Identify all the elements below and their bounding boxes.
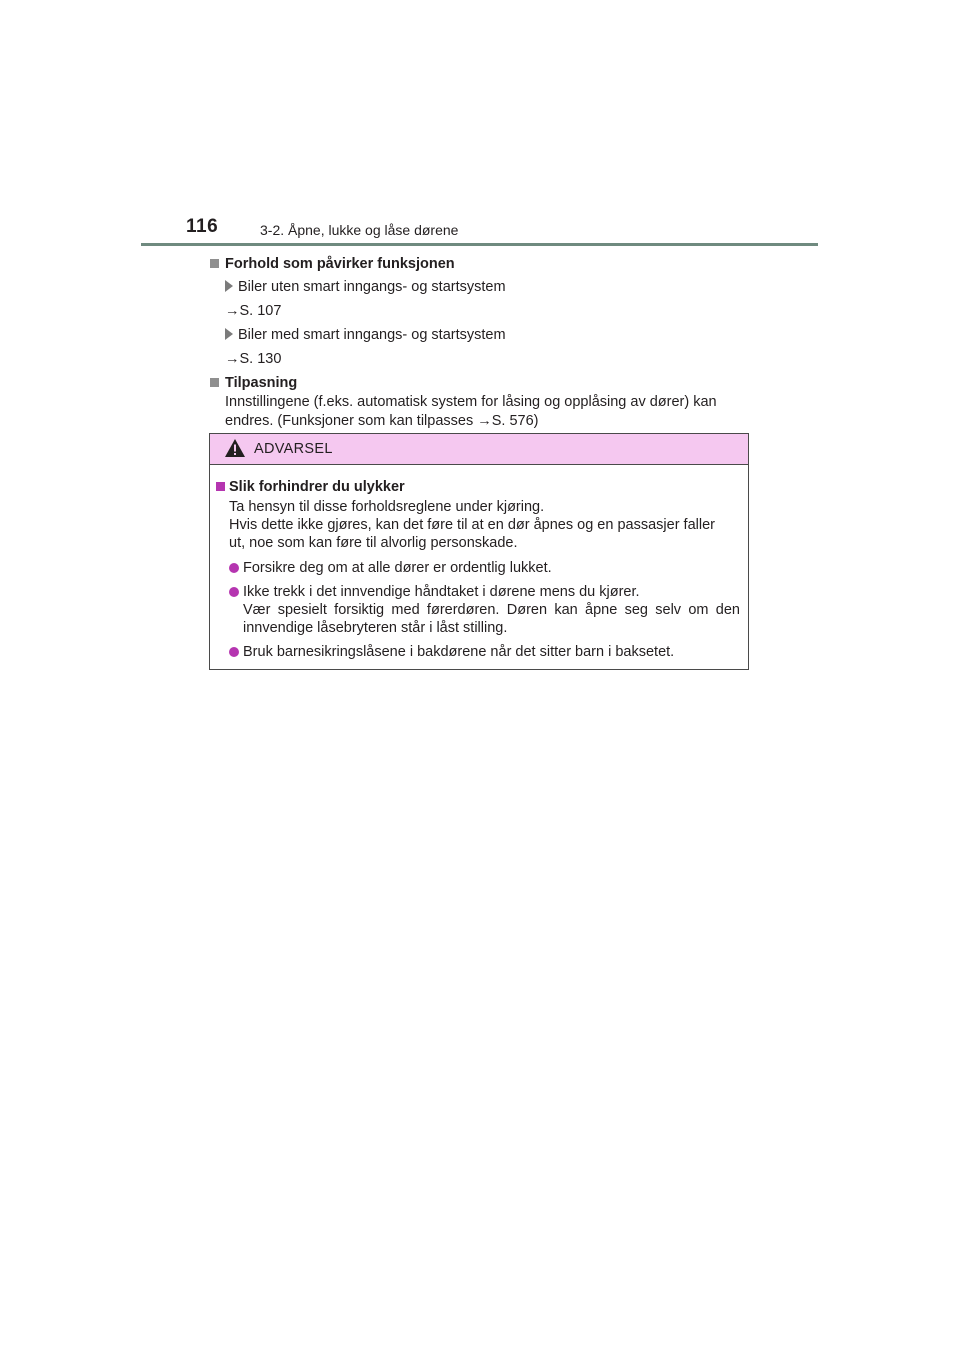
text-line: Forsikre deg om at alle dører er ordentlig lukket. bbox=[243, 560, 552, 576]
warning-box bbox=[209, 433, 749, 670]
text-line: Vær spesielt forsiktig med førerdøren. Døren kan åpne seg selv om den bbox=[243, 602, 740, 618]
section-heading-forhold bbox=[210, 254, 770, 274]
circle-bullet-icon bbox=[229, 587, 239, 597]
header-rule bbox=[141, 243, 818, 246]
warning-body bbox=[210, 465, 748, 661]
text-line: Ta hensyn til disse forholdsreglene under kjøring. bbox=[229, 499, 545, 515]
text-line: Hvis dette ikke gjøres, kan det føre til at en dør åpnes og en passasjer faller bbox=[229, 517, 715, 533]
warning-title: ADVARSEL bbox=[254, 441, 333, 457]
triangle-arrow-icon bbox=[225, 328, 233, 340]
square-bullet-icon bbox=[216, 482, 225, 491]
warning-paragraph bbox=[216, 498, 740, 552]
text-line: Bruk barnesikringslåsene i bakdørene når det sitter barn i baksetet. bbox=[243, 644, 675, 660]
warning-header bbox=[210, 434, 748, 465]
list-item bbox=[216, 583, 740, 637]
triangle-arrow-icon bbox=[225, 280, 233, 292]
list-item bbox=[216, 643, 740, 661]
body-text: Innstillingene (f.eks. automatisk system for låsing og opplåsing av dører) kan bbox=[225, 394, 717, 410]
circle-bullet-icon bbox=[229, 647, 239, 657]
section-heading-tilpasning bbox=[210, 373, 770, 393]
text-line: innvendige låsebryteren står i låst stilling. bbox=[243, 620, 508, 636]
running-header: 3-2. Åpne, lukke og låse dørene bbox=[260, 222, 459, 238]
body-text: endres. (Funksjoner som kan tilpasses →S. 576) bbox=[225, 413, 539, 429]
square-bullet-icon bbox=[210, 259, 219, 268]
main-content bbox=[210, 254, 770, 431]
section-heading-text: Tilpasning bbox=[225, 375, 298, 391]
section-heading-text: Forhold som påvirker funksjonen bbox=[225, 256, 455, 272]
warning-heading bbox=[216, 477, 740, 497]
page-reference: →S. 130 bbox=[225, 351, 282, 367]
warning-triangle-icon bbox=[224, 438, 246, 458]
circle-bullet-icon bbox=[229, 563, 239, 573]
list-item-label: Biler uten smart inngangs- og startsystem bbox=[238, 279, 506, 295]
list-item bbox=[210, 325, 770, 346]
list-item bbox=[216, 559, 740, 577]
list-item bbox=[210, 277, 770, 298]
square-bullet-icon bbox=[210, 378, 219, 387]
warning-heading-text: Slik forhindrer du ulykker bbox=[229, 479, 405, 495]
text-line: ut, noe som kan føre til alvorlig personskade. bbox=[229, 535, 518, 551]
page-reference: →S. 107 bbox=[225, 303, 282, 319]
list-item-label: Biler med smart inngangs- og startsystem bbox=[238, 327, 506, 343]
text-line: Ikke trekk i det innvendige håndtaket i dørene mens du kjører. bbox=[243, 584, 640, 600]
page-number: 116 bbox=[186, 216, 219, 237]
